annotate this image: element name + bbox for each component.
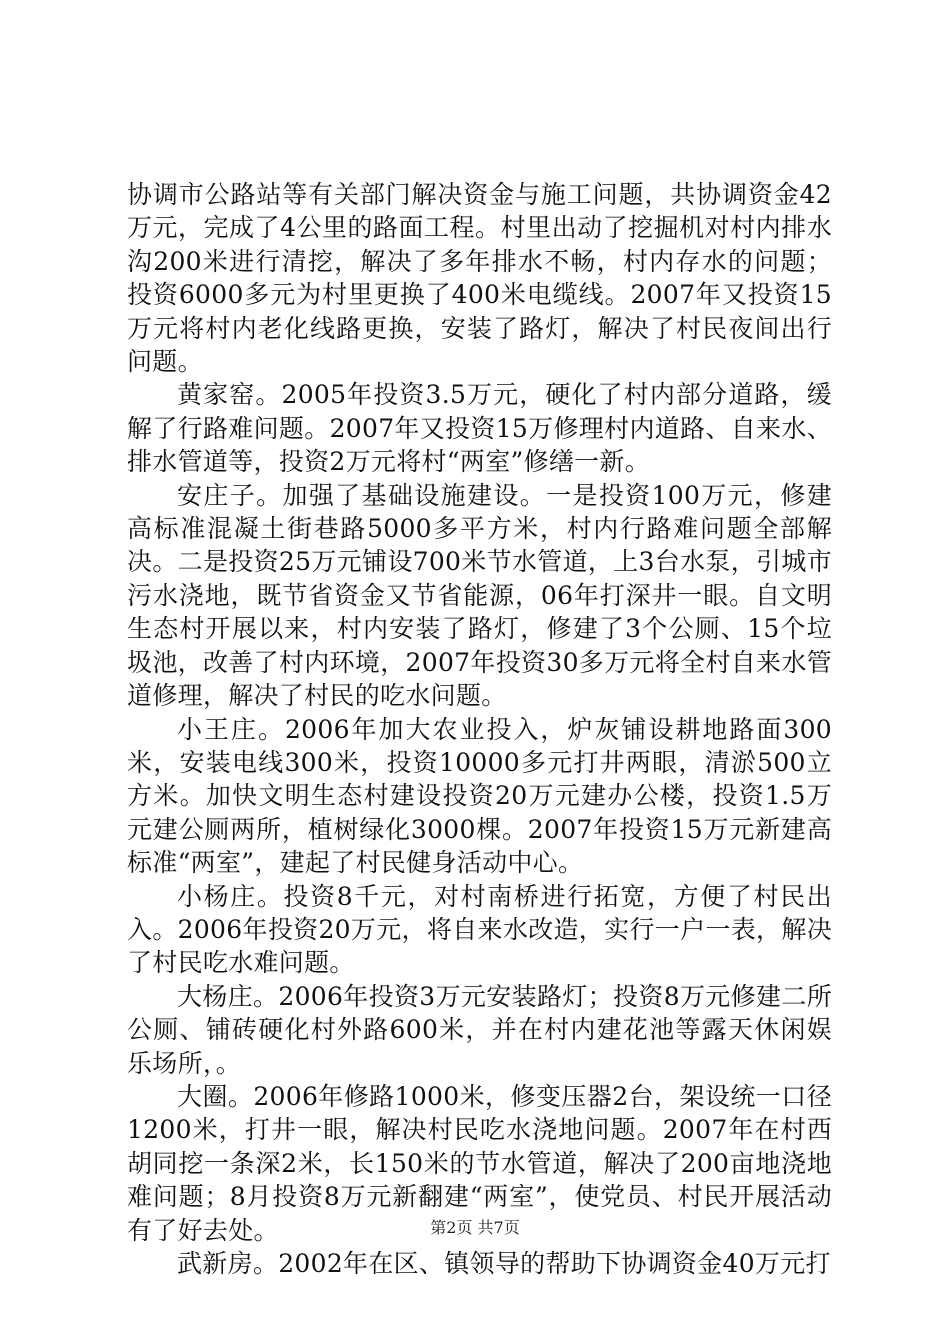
page-number-footer: 第2页 共7页 <box>430 1218 520 1237</box>
paragraph-xiaowangzhuang: 小王庄。2006年加大农业投入，炉灰铺设耕地路面300米，安装电线300米，投资10000多元打井两眼，清淤500立方米。加快文明生态村建设投资20万元建办公楼，投资1.5万元建公厕两所，植树绿化3000棵。2007年投资15万元新建高标准“两室”，建起了村民健身活动中心。 <box>127 714 832 878</box>
paragraph-road-construction-continued: 协调市公路站等有关部门解决资金与施工问题，共协调资金42万元，完成了4公里的路面工程。村里出动了挖掘机对村内排水沟200米进行清挖，解决了多年排水不畅，村内存水的问题；投资6000多元为村里更换了400米电缆线。2007年又投资15万元将村内老化线路更换，安装了路灯，解决了村民夜间出行问题。 <box>127 180 832 377</box>
paragraph-huangjiayao: 黄家窑。2005年投资3.5万元，硬化了村内部分道路，缓解了行路难问题。2007年又投资15万修理村内道路、自来水、排水管道等，投资2万元将村“两室”修缮一新。 <box>127 380 832 477</box>
paragraph-dayangzhuang: 大杨庄。2006年投资3万元安装路灯；投资8万元修建二所公厕、铺砖硬化村外路600米，并在村内建花池等露天休闲娱乐场所，。 <box>127 981 832 1078</box>
paragraph-daquan: 大圈。2006年修路1000米，修变压器2台，架设统一口径1200米，打井一眼，解决村民吃水浇地问题。2007年在村西胡同挖一条深2米，长150米的节水管道，解决了200亩地浇地难问题；8月投资8万元新翻建“两室”，使党员、村民开展活动有了好去处。 <box>127 1081 832 1245</box>
document-body <box>127 178 832 1280</box>
paragraph-wuxinfang: 武新房。2002年在区、镇领导的帮助下协调资金40万元打 <box>177 1249 831 1278</box>
paragraph-anzhuangzi: 安庄子。加强了基础设施建设。一是投资100万元，修建高标准混凝土街巷路5000多平方米，村内行路难问题全部解决。二是投资25万元铺设700米节水管道，上3台水泵，引城市污水浇地，既节省资金又节省能源，06年打深井一眼。自文明生态村开展以来，村内安装了路灯，修建了3个公厕、15个垃圾池，改善了村内环境，2007年投资30多万元将全村自来水管道修理，解决了村民的吃水问题。 <box>127 480 832 711</box>
paragraph-xiaoyangzhuang: 小杨庄。投资8千元，对村南桥进行拓宽，方便了村民出入。2006年投资20万元，将自来水改造，实行一户一表，解决了村民吃水难问题。 <box>127 881 832 978</box>
